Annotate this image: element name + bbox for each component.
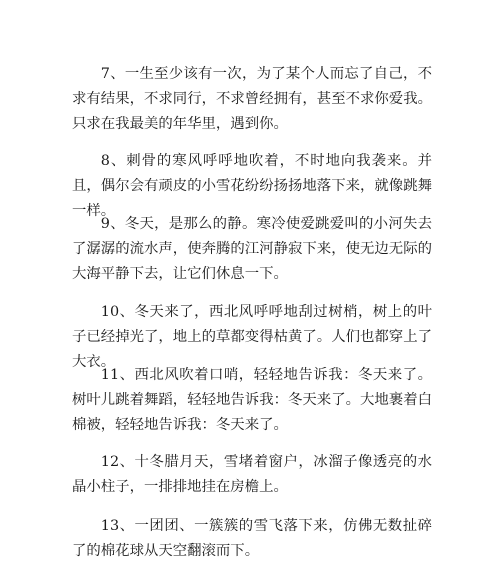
paragraph-13: 13、一团团、一簇簇的雪飞落下来，仿佛无数扯碎了的棉花球从天空翻滚而下。 [72,518,432,559]
paragraph-11: 11、西北风吹着口哨，轻轻地告诉我：冬天来了。树叶儿跳着舞蹈，轻轻地告诉我：冬天来了。大地裹着白棉被，轻轻地告诉我：冬天来了。 [72,367,432,433]
paragraph-12: 12、十冬腊月天，雪堵着窗户，冰溜子像透亮的水晶小柱子，一排排地挂在房檐上。 [72,454,432,495]
paragraph-10: 10、冬天来了，西北风呼呼地刮过树梢，树上的叶子已经掉光了，地上的草都变得枯黄了。人们也都穿上了大衣。 [72,304,432,370]
paragraph-7: 7、一生至少该有一次，为了某个人而忘了自己，不求有结果，不求同行，不求曾经拥有，甚至不求你爱我。只求在我最美的年华里，遇到你。 [72,66,432,132]
paragraph-8: 8、刺骨的寒风呼呼地吹着，不时地向我袭来。并且，偶尔会有顽皮的小雪花纷纷扬扬地落下来，就像跳舞一样。 [72,153,432,219]
paragraph-9: 9、冬天，是那么的静。寒冷使爱跳爱叫的小河失去了潺潺的流水声，使奔腾的江河静寂下来，使无边无际的大海平静下去，让它们休息一下。 [72,216,432,282]
